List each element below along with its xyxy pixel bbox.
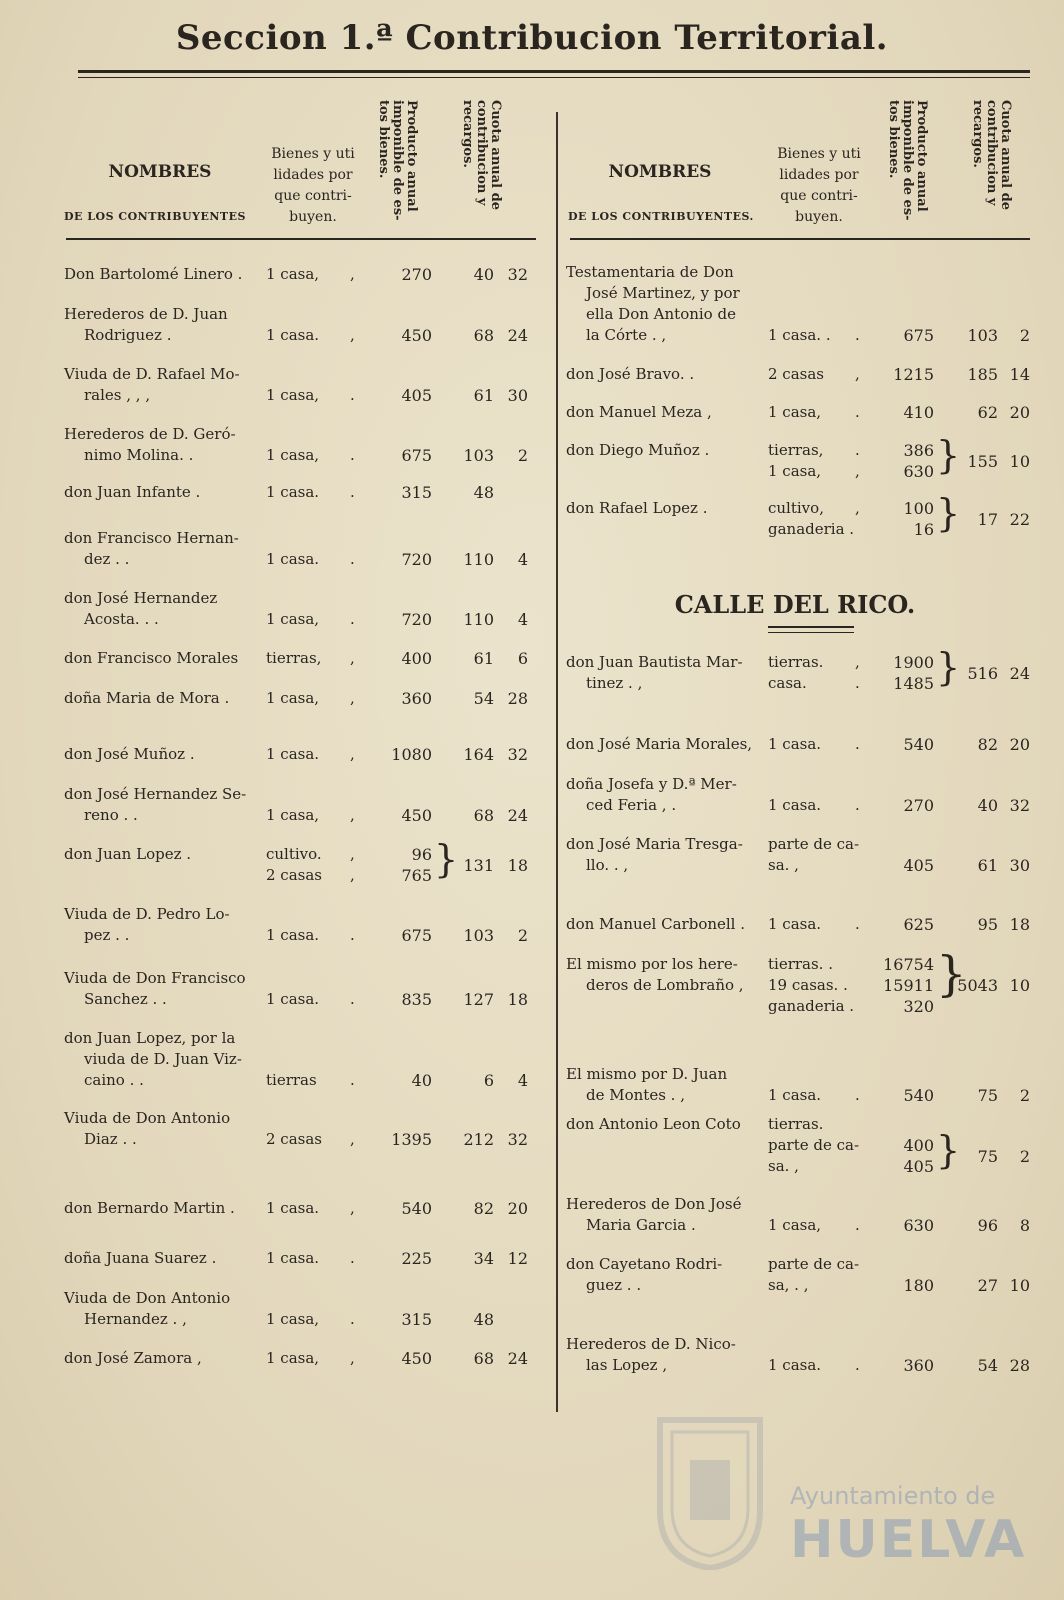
producto-value: 410 (903, 403, 934, 422)
cuota-reales: 75 (977, 1146, 998, 1166)
producto-value: 1080 (391, 745, 432, 764)
contributor-name: guez . . (586, 1276, 642, 1294)
separator-mark: , (350, 1130, 355, 1148)
producto-value: 1485 (893, 674, 934, 693)
bienes-text: 1 casa. (266, 745, 320, 763)
street-rule-1 (768, 626, 854, 628)
bienes-text: 1 casa. (266, 1199, 320, 1217)
contributor-name: don José Hernandez (64, 589, 218, 607)
cuota-maravedis: 18 (1009, 915, 1030, 934)
bienes-text: 1 casa. (768, 1086, 822, 1104)
cuota-reales: 61 (473, 386, 494, 405)
header-producto-right: Producto anual imponible de es- tos bienes. (886, 100, 929, 221)
producto-value: 315 (401, 483, 432, 502)
producto-value: 1215 (893, 365, 934, 384)
cuota-maravedis: 20 (1009, 403, 1030, 422)
cuota-reales: 54 (977, 1356, 998, 1375)
producto-value: 360 (903, 1356, 934, 1375)
producto-value: 625 (903, 915, 934, 934)
cuota-reales: 96 (977, 1216, 998, 1235)
cuota-maravedis: 24 (507, 326, 528, 345)
contributor-name: don Cayetano Rodri- (566, 1255, 723, 1273)
cuota-maravedis: 22 (1009, 509, 1030, 529)
separator-mark: . (350, 1249, 355, 1267)
bienes-text: 1 casa, (768, 462, 822, 480)
cuota-maravedis: 10 (1009, 1276, 1030, 1295)
separator-mark: , (350, 845, 355, 863)
bienes-text: 2 casas (266, 1130, 322, 1148)
cuota-maravedis: 28 (507, 689, 528, 708)
cuota-maravedis: 4 (517, 610, 528, 629)
contributor-name: Rodriguez . (84, 326, 172, 344)
producto-value: 675 (903, 326, 934, 345)
producto-value: 400 (401, 649, 432, 668)
separator-mark: , (350, 806, 355, 824)
separator-mark: . (350, 386, 355, 404)
contributor-name: reno . . (84, 806, 138, 824)
cuota-reales: 185 (967, 365, 998, 384)
cuota-reales: 48 (473, 483, 494, 502)
separator-mark: , (855, 365, 860, 383)
bienes-text: parte de ca- (768, 835, 860, 853)
separator-mark: . (855, 735, 860, 753)
cuota-reales: 61 (473, 649, 494, 668)
producto-value: 405 (401, 386, 432, 405)
bienes-text: tierras, (768, 441, 824, 459)
bienes-text: parte de ca- (768, 1255, 860, 1273)
cuota-reales: 110 (463, 550, 494, 569)
separator-mark: , (350, 866, 355, 884)
separator-mark: . (350, 550, 355, 568)
producto-value: 40 (411, 1071, 432, 1090)
column-divider (556, 112, 558, 1412)
brace-icon: } (936, 433, 961, 477)
separator-mark: . (350, 483, 355, 501)
bienes-text: 1 casa. (266, 326, 320, 344)
bienes-text: tierras. (768, 653, 824, 671)
cuota-reales: 155 (967, 451, 998, 471)
producto-value: 270 (401, 265, 432, 284)
cuota-maravedis: 2 (517, 926, 528, 945)
cuota-reales: 82 (473, 1199, 494, 1218)
contributor-name: Viuda de Don Francisco (64, 969, 246, 987)
cuota-maravedis: 2 (1019, 1146, 1030, 1166)
bienes-text: 1 casa, (266, 1349, 320, 1367)
bienes-text: 1 casa, (266, 689, 320, 707)
contributor-name: Don Bartolomé Linero . (64, 265, 243, 283)
contributor-name: doña Maria de Mora . (64, 689, 230, 707)
producto-value: 630 (903, 1216, 934, 1235)
bienes-text: 1 casa. . (768, 326, 831, 344)
bienes-text: 1 casa. (768, 796, 822, 814)
cuota-reales: 95 (977, 915, 998, 934)
brace-icon: } (936, 1128, 961, 1172)
separator-mark: . (350, 1310, 355, 1328)
contributor-name: don Francisco Morales (64, 649, 239, 667)
street-heading: CALLE DEL RICO. (674, 590, 916, 619)
bienes-text: 1 casa. (768, 1356, 822, 1374)
producto-value: 450 (401, 806, 432, 825)
separator-mark: . (350, 610, 355, 628)
header-names-left: NOMBRES (108, 162, 212, 182)
cuota-maravedis: 24 (507, 1349, 528, 1368)
contributor-name: doña Josefa y D.ª Mer- (566, 775, 737, 793)
title-rule-thin (78, 77, 1030, 78)
bienes-text: 1 casa, (768, 1216, 822, 1234)
cuota-maravedis: 4 (517, 1071, 528, 1090)
separator-mark: , (350, 689, 355, 707)
contributor-name: dez . . (84, 550, 130, 568)
cuota-reales: 54 (473, 689, 494, 708)
cuota-maravedis: 10 (1009, 451, 1030, 471)
producto-value: 386 (903, 441, 934, 460)
cuota-maravedis: 4 (517, 550, 528, 569)
cuota-reales: 68 (473, 326, 494, 345)
cuota-maravedis: 32 (507, 745, 528, 764)
separator-mark: . (350, 1071, 355, 1089)
bienes-text: sa. , (768, 856, 799, 874)
brace-icon: } (434, 837, 459, 881)
header-names-right: NOMBRES (608, 162, 712, 182)
street-rule-2 (768, 632, 854, 633)
bienes-text: 1 casa. (266, 550, 320, 568)
bienes-text: 1 casa, (266, 386, 320, 404)
contributor-name: Viuda de Don Antonio (64, 1109, 231, 1127)
producto-value: 315 (401, 1310, 432, 1329)
contributor-name: don José Hernandez Se- (64, 785, 247, 803)
bienes-text: tierras, (266, 649, 322, 667)
separator-mark: , (855, 653, 860, 671)
cuota-maravedis: 6 (517, 649, 528, 668)
producto-value: 675 (401, 926, 432, 945)
contributor-name: José Martinez, y por (586, 284, 740, 302)
contributor-name: don José Maria Morales, (566, 735, 753, 753)
contributor-name: Testamentaria de Don (566, 263, 734, 281)
producto-value: 400 (903, 1136, 934, 1155)
bienes-text: 1 casa, (266, 1310, 320, 1328)
bienes-text: 1 casa. (266, 1249, 320, 1267)
producto-value: 225 (401, 1249, 432, 1268)
bienes-text: 1 casa, (266, 806, 320, 824)
cuota-maravedis: 32 (507, 1130, 528, 1149)
separator-mark: , (855, 462, 860, 480)
cuota-maravedis: 2 (1019, 1086, 1030, 1105)
brace-icon: } (936, 946, 967, 1002)
header-contributors-left: DE LOS CONTRIBUYENTES (64, 210, 246, 223)
bienes-text: 1 casa, (266, 265, 320, 283)
producto-value: 450 (401, 326, 432, 345)
separator-mark: . (855, 1216, 860, 1234)
bienes-text: tierras (266, 1071, 317, 1089)
producto-value: 15911 (883, 976, 934, 995)
bienes-text: 19 casas. . (768, 976, 848, 994)
cuota-maravedis: 30 (507, 386, 528, 405)
producto-value: 675 (401, 446, 432, 465)
separator-mark: . (855, 796, 860, 814)
contributor-name: Herederos de D. Geró- (64, 425, 236, 443)
cuota-reales: 40 (977, 796, 998, 815)
contributor-name: viuda de D. Juan Viz- (84, 1050, 242, 1068)
producto-value: 540 (903, 735, 934, 754)
cuota-reales: 68 (473, 1349, 494, 1368)
contributor-name: tinez . , (586, 674, 643, 692)
cuota-reales: 82 (977, 735, 998, 754)
contributor-name: Herederos de D. Juan (64, 305, 228, 323)
cuota-reales: 164 (463, 745, 494, 764)
producto-value: 720 (401, 610, 432, 629)
separator-mark: . (855, 1356, 860, 1374)
separator-mark: , (350, 745, 355, 763)
cuota-maravedis: 18 (507, 990, 528, 1009)
cuota-maravedis: 10 (1009, 976, 1030, 995)
contributor-name: pez . . (84, 926, 130, 944)
contributor-name: nimo Molina. . (84, 446, 194, 464)
cuota-maravedis: 24 (1009, 663, 1030, 683)
contributor-name: don Juan Lopez, por la (64, 1029, 236, 1047)
cuota-reales: 62 (977, 403, 998, 422)
cuota-reales: 103 (463, 926, 494, 945)
producto-value: 405 (903, 1157, 934, 1176)
contributor-name: don Manuel Meza , (566, 403, 712, 421)
producto-value: 405 (903, 856, 934, 875)
cuota-reales: 103 (967, 326, 998, 345)
contributor-name: don Antonio Leon Coto (566, 1115, 741, 1133)
separator-mark: . (855, 915, 860, 933)
cuota-reales: 48 (473, 1310, 494, 1329)
contributor-name: de Montes . , (586, 1086, 685, 1104)
bienes-text: sa, . , (768, 1276, 809, 1294)
watermark-line2: HUELVA (790, 1510, 1027, 1570)
contributor-name: ella Don Antonio de (586, 305, 736, 323)
producto-value: 835 (401, 990, 432, 1009)
cuota-reales: 34 (473, 1249, 494, 1268)
cuota-maravedis: 14 (1009, 365, 1030, 384)
bienes-text: 1 casa. (266, 926, 320, 944)
separator-mark: . (350, 926, 355, 944)
contributor-name: don Manuel Carbonell . (566, 915, 746, 933)
contributor-name: don Rafael Lopez . (566, 499, 708, 517)
producto-value: 720 (401, 550, 432, 569)
cuota-maravedis: 20 (507, 1199, 528, 1218)
contributor-name: Viuda de D. Pedro Lo- (64, 905, 230, 923)
bienes-text: 1 casa. (768, 735, 822, 753)
cuota-reales: 110 (463, 610, 494, 629)
contributor-name: Viuda de Don Antonio (64, 1289, 231, 1307)
producto-value: 540 (401, 1199, 432, 1218)
contributor-name: las Lopez , (586, 1356, 668, 1374)
cuota-reales: 516 (967, 663, 998, 683)
contributor-name: ced Feria , . (586, 796, 677, 814)
bienes-text: parte de ca- (768, 1136, 860, 1154)
contributor-name: don Francisco Hernan- (64, 529, 239, 547)
contributor-name: llo. . , (586, 856, 629, 874)
separator-mark: . (855, 403, 860, 421)
cuota-maravedis: 2 (1019, 326, 1030, 345)
header-contributors-right: DE LOS CONTRIBUYENTES. (568, 210, 754, 223)
cuota-maravedis: 32 (507, 265, 528, 284)
bienes-text: 2 casas (266, 866, 322, 884)
separator-mark: . (350, 446, 355, 464)
cuota-reales: 6 (483, 1071, 494, 1090)
contributor-name: don Juan Lopez . (64, 845, 192, 863)
bienes-text: cultivo, (768, 499, 824, 517)
separator-mark: , (350, 326, 355, 344)
contributor-name: la Córte . , (586, 326, 667, 344)
separator-mark: , (350, 649, 355, 667)
separator-mark: , (855, 499, 860, 517)
huelva-seal-icon (650, 1400, 770, 1570)
contributor-name: Diaz . . (84, 1130, 137, 1148)
contributor-name: rales , , , (84, 386, 151, 404)
bienes-text: 1 casa, (266, 610, 320, 628)
producto-value: 1395 (391, 1130, 432, 1149)
contributor-name: Herederos de D. Nico- (566, 1335, 736, 1353)
bienes-text: tierras. . (768, 955, 833, 973)
separator-mark: . (855, 441, 860, 459)
contributor-name: Sanchez . . (84, 990, 167, 1008)
contributor-name: don Diego Muñoz . (566, 441, 710, 459)
producto-value: 450 (401, 1349, 432, 1368)
cuota-maravedis: 8 (1019, 1216, 1030, 1235)
producto-value: 630 (903, 462, 934, 481)
contributor-name: Hernandez . , (84, 1310, 187, 1328)
contributor-name: Herederos de Don José (566, 1195, 742, 1213)
contributor-name: Acosta. . . (84, 610, 159, 628)
producto-value: 96 (411, 845, 432, 864)
bienes-text: ganaderia . (768, 997, 855, 1015)
header-cuota-right: Cuota anual de contribucion y recargos. (970, 100, 1013, 210)
cuota-maravedis: 32 (1009, 796, 1030, 815)
producto-value: 765 (401, 866, 432, 885)
cuota-maravedis: 20 (1009, 735, 1030, 754)
producto-value: 100 (903, 499, 934, 518)
producto-value: 16754 (883, 955, 934, 974)
bienes-text: sa. , (768, 1157, 799, 1175)
header-producto-left: Producto anual imponible de es- tos bienes. (376, 100, 419, 221)
header-bienes-left: Bienes y uti lidades por que contri- buyen. (271, 146, 355, 225)
watermark-line1: Ayuntamiento de (790, 1482, 996, 1510)
cuota-reales: 75 (977, 1086, 998, 1105)
cuota-reales: 68 (473, 806, 494, 825)
producto-value: 540 (903, 1086, 934, 1105)
contributor-name: El mismo por D. Juan (566, 1065, 728, 1083)
contributor-name: don José Zamora , (64, 1349, 202, 1367)
producto-value: 320 (903, 997, 934, 1016)
producto-value: 1900 (893, 653, 934, 672)
bienes-text: 1 casa, (266, 446, 320, 464)
brace-icon: } (936, 491, 961, 535)
contributor-name: don Juan Bautista Mar- (566, 653, 743, 671)
producto-value: 270 (903, 796, 934, 815)
cuota-reales: 212 (463, 1130, 494, 1149)
cuota-maravedis: 2 (517, 446, 528, 465)
cuota-maravedis: 12 (507, 1249, 528, 1268)
bienes-text: 1 casa. (768, 915, 822, 933)
cuota-reales: 17 (977, 509, 998, 529)
contributor-name: El mismo por los here- (566, 955, 738, 973)
title-rule-thick (78, 70, 1030, 73)
bienes-text: 2 casas (768, 365, 824, 383)
contributor-name: doña Juana Suarez . (64, 1249, 217, 1267)
producto-value: 180 (903, 1276, 934, 1295)
contributor-name: don Juan Infante . (64, 483, 201, 501)
cuota-maravedis: 24 (507, 806, 528, 825)
bienes-text: 1 casa. (266, 483, 320, 501)
separator-mark: . (855, 1086, 860, 1104)
cuota-reales: 127 (463, 990, 494, 1009)
separator-mark: , (350, 265, 355, 283)
contributor-name: caino . . (84, 1071, 144, 1089)
separator-mark: . (855, 674, 860, 692)
cuota-reales: 40 (473, 265, 494, 284)
separator-mark: , (350, 1199, 355, 1217)
contributor-name: don José Muñoz . (64, 745, 195, 763)
contributor-name: deros de Lombraño , (586, 976, 744, 994)
bienes-text: casa. (768, 674, 807, 692)
cuota-reales: 103 (463, 446, 494, 465)
cuota-maravedis: 18 (507, 855, 528, 875)
cuota-maravedis: 28 (1009, 1356, 1030, 1375)
contributor-name: Viuda de D. Rafael Mo- (64, 365, 240, 383)
header-rule-right (570, 238, 1030, 240)
header-bienes-right: Bienes y uti lidades por que contri- buyen. (777, 146, 861, 225)
producto-value: 360 (401, 689, 432, 708)
bienes-text: 1 casa. (266, 990, 320, 1008)
bienes-text: cultivo. (266, 845, 322, 863)
contributor-name: don José Bravo. . (566, 365, 695, 383)
separator-mark: , (350, 1349, 355, 1367)
page-title: Seccion 1.ª Contribucion Territorial. (175, 18, 889, 58)
separator-mark: . (855, 326, 860, 344)
contributor-name: Maria Garcia . (586, 1216, 696, 1234)
contributor-name: don Bernardo Martin . (64, 1199, 235, 1217)
brace-icon: } (936, 645, 961, 689)
bienes-text: tierras. (768, 1115, 824, 1133)
cuota-reales: 27 (977, 1276, 998, 1295)
cuota-reales: 131 (463, 855, 494, 875)
cuota-maravedis: 30 (1009, 856, 1030, 875)
cuota-reales: 61 (977, 856, 998, 875)
header-cuota-left: Cuota anual de contribucion y recargos. (460, 100, 503, 210)
contributor-name: don José Maria Tresga- (566, 835, 743, 853)
producto-value: 16 (913, 520, 934, 539)
bienes-text: 1 casa, (768, 403, 822, 421)
separator-mark: . (350, 990, 355, 1008)
cuota-reales: 5043 (957, 976, 998, 995)
header-rule-left (66, 238, 536, 240)
bienes-text: ganaderia . (768, 520, 855, 538)
